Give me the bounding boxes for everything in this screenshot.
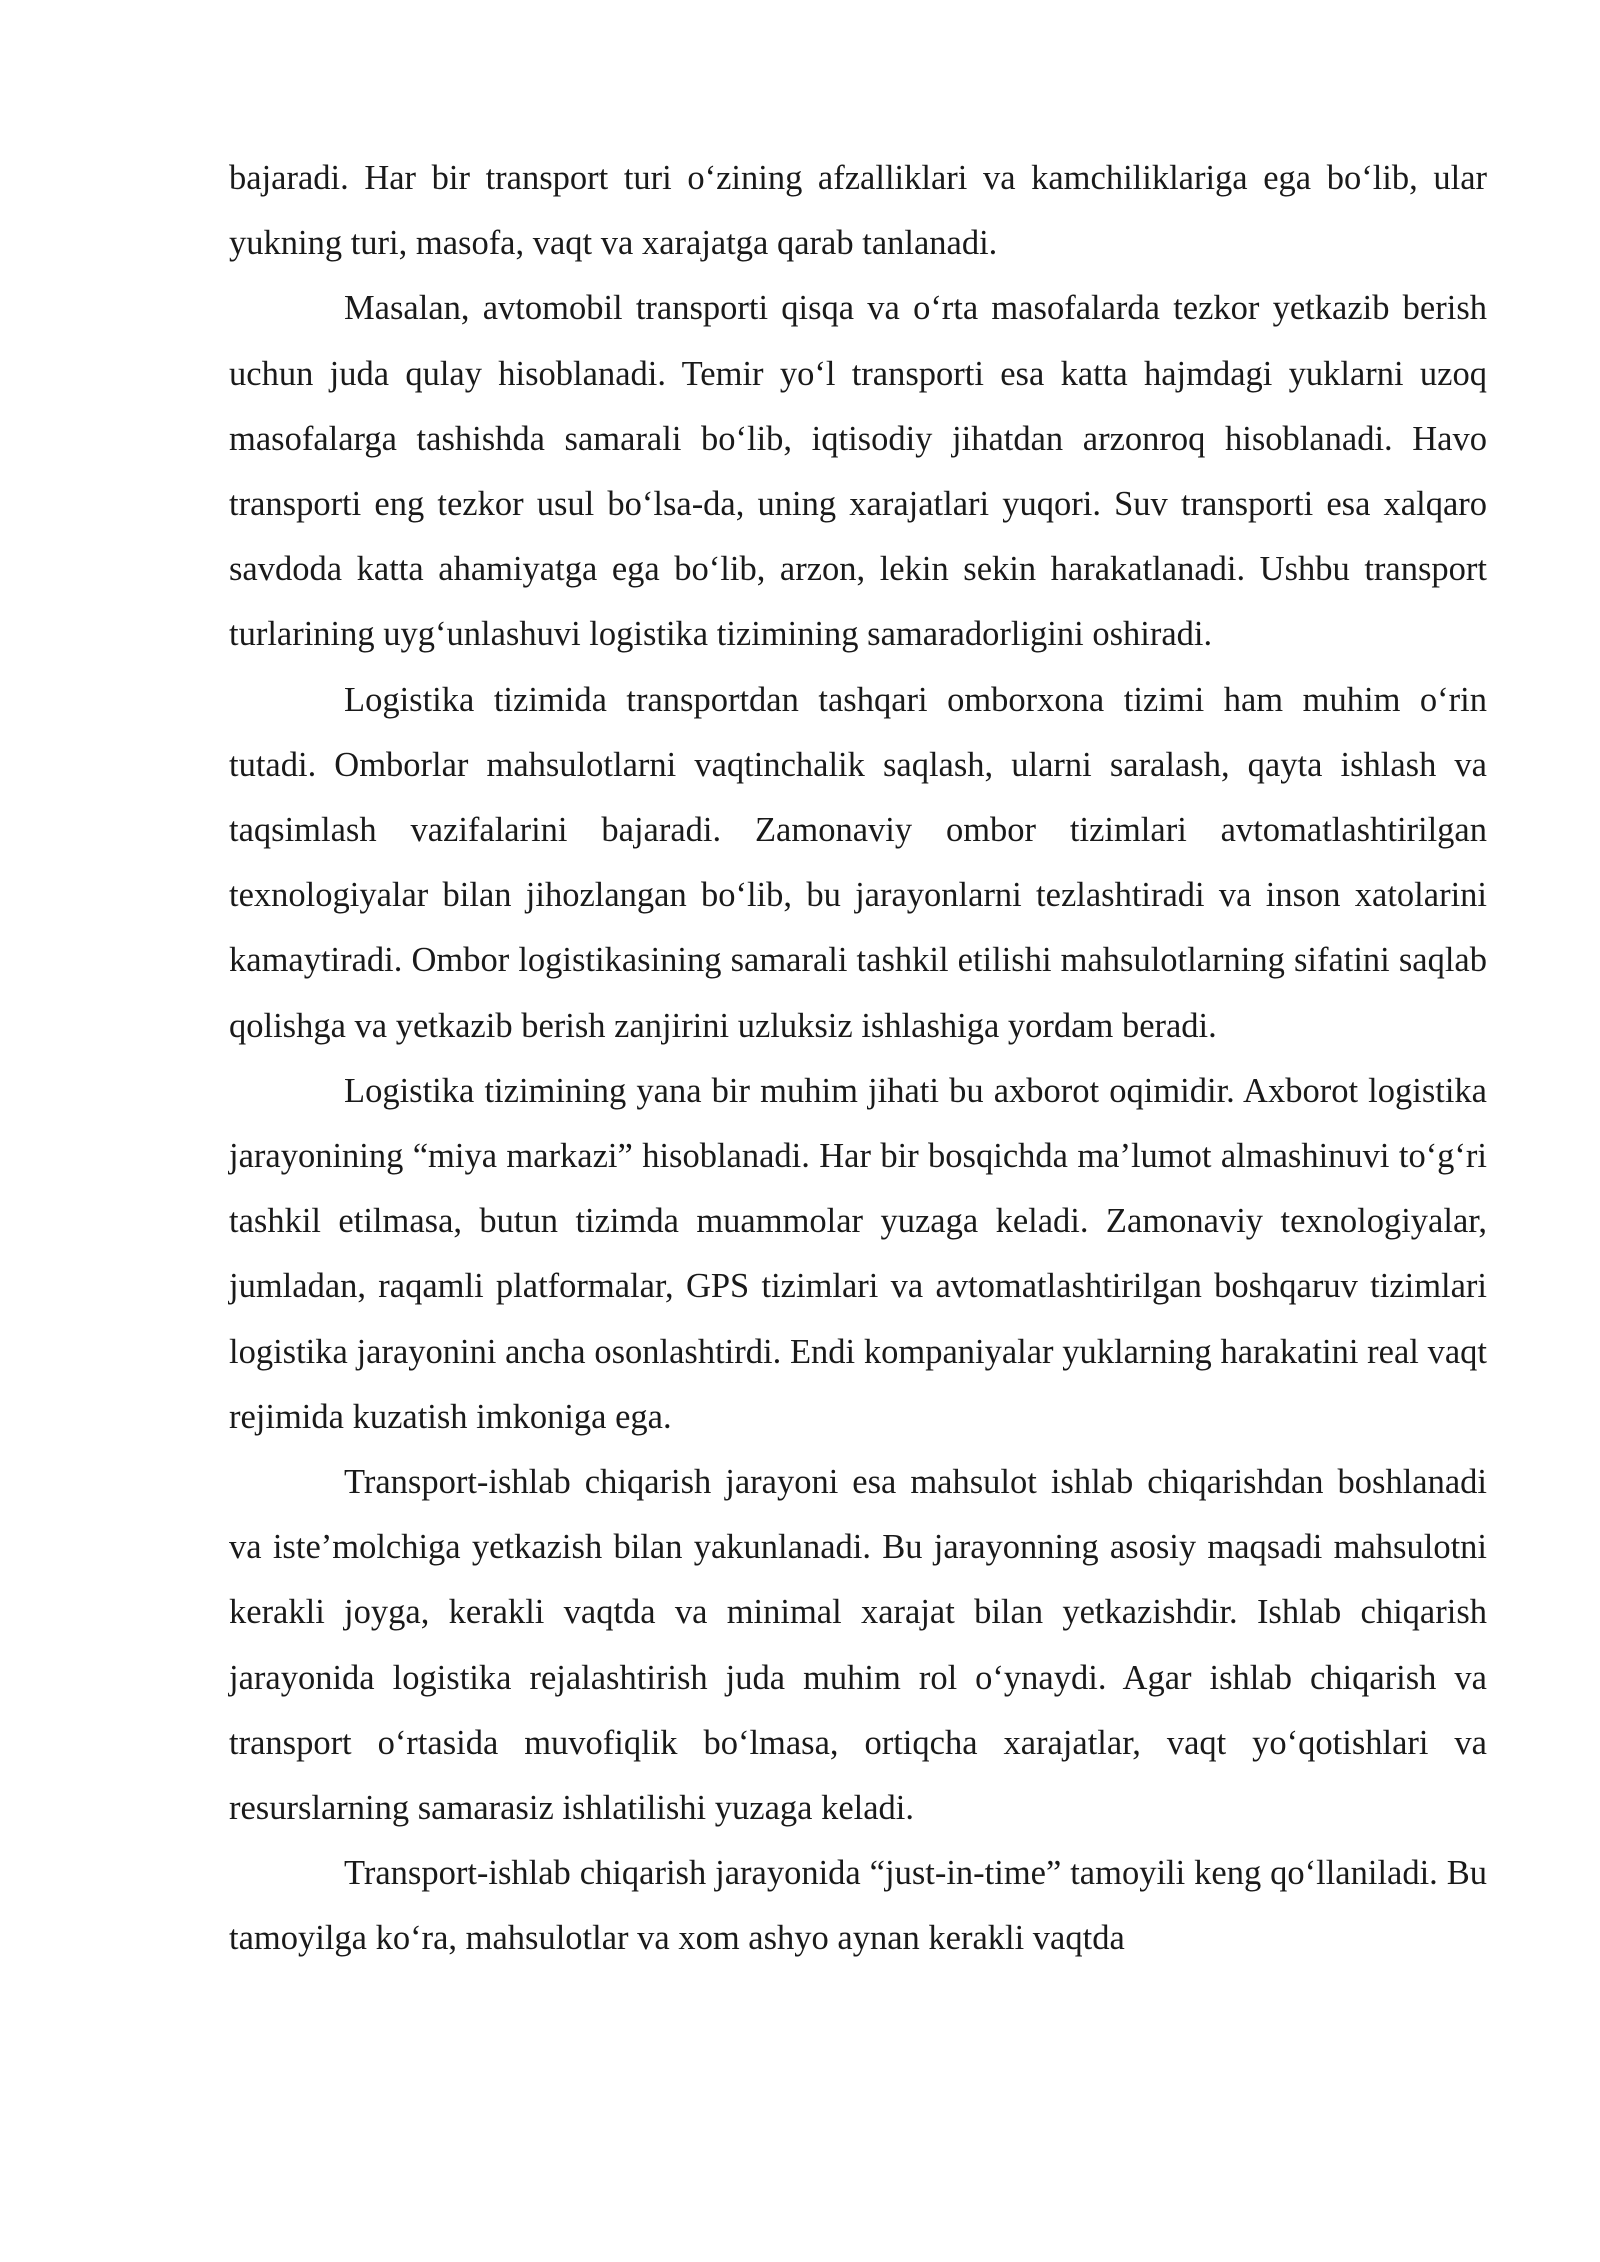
paragraph-production-process: Transport-ishlab chiqarish jarayoni esa mahsulot ishlab chiqarishdan boshlanadi va iste’molchiga yetkazish bilan yakunlanadi. Bu jarayonning asosiy maqsadi mahsulotni kerakli joyga, kerakli vaqtda va minimal xarajat bilan yetkazishdir. Ishlab chiqarish jarayonida logistika rejalashtirish juda muhim rol o‘ynaydi. Agar ishlab chiqarish va transport o‘rtasida muvofiqlik bo‘lmasa, ortiqcha xarajatlar, vaqt yo‘qotishlari va resurslarning samarasiz ishlatilishi yuzaga keladi. [229, 1463, 1487, 1828]
paragraph-continuation: bajaradi. Har bir transport turi o‘zining afzalliklari va kamchiliklariga ega bo‘lib, ular yukning turi, masofa, vaqt va xarajatga qarab tanlanadi. [229, 159, 1487, 263]
paragraph-transport-types: Masalan, avtomobil transporti qisqa va o‘rta masofalarda tezkor yetkazib berish uchun juda qulay hisoblanadi. Temir yo‘l transporti esa katta hajmdagi yuklarni uzoq masofalarga tashishda samarali bo‘lib, iqtisodiy jihatdan arzonroq hisoblanadi. Havo transporti eng tezkor usul bo‘lsa-da, uning xarajatlari yuqori. Suv transporti esa xalqaro savdoda katta ahamiyatga ega bo‘lib, arzon, lekin sekin harakatlanadi. Ushbu transport turlarining uyg‘unlashuvi logistika tizimining samaradorligini oshiradi. [229, 289, 1487, 654]
paragraph-warehouse: Logistika tizimida transportdan tashqari omborxona tizimi ham muhim o‘rin tutadi. Omborlar mahsulotlarni vaqtinchalik saqlash, ularni saralash, qayta ishlash va taqsimlash vazifalarini bajaradi. Zamonaviy ombor tizimlari avtomatlashtirilgan texnologiyalar bilan jihozlangan bo‘lib, bu jarayonlarni tezlashtiradi va inson xatolarini kamaytiradi. Ombor logistikasining samarali tashkil etilishi mahsulotlarning sifatini saqlab qolishga va yetkazib berish zanjirini uzluksiz ishlashiga yordam beradi. [229, 680, 1487, 1045]
paragraph-information-flow: Logistika tizimining yana bir muhim jihati bu axborot oqimidir. Axborot logistika jarayonining “miya markazi” hisoblanadi. Har bir bosqichda ma’lumot almashinuvi to‘g‘ri tashkil etilmasa, butun tizimda muammolar yuzaga keladi. Zamonaviy texnologiyalar, jumladan, raqamli platformalar, GPS tizimlari va avtomatlashtirilgan boshqaruv tizimlari logistika jarayonini ancha osonlashtirdi. Endi kompaniyalar yuklarning harakatini real vaqt rejimida kuzatish imkoniga ega. [229, 1071, 1487, 1436]
document-body [229, 146, 1487, 1972]
paragraph-just-in-time: Transport-ishlab chiqarish jarayonida “just-in-time” tamoyili keng qo‘llaniladi. Bu tamoyilga ko‘ra, mahsulotlar va xom ashyo aynan kerakli vaqtda [229, 1854, 1487, 1958]
